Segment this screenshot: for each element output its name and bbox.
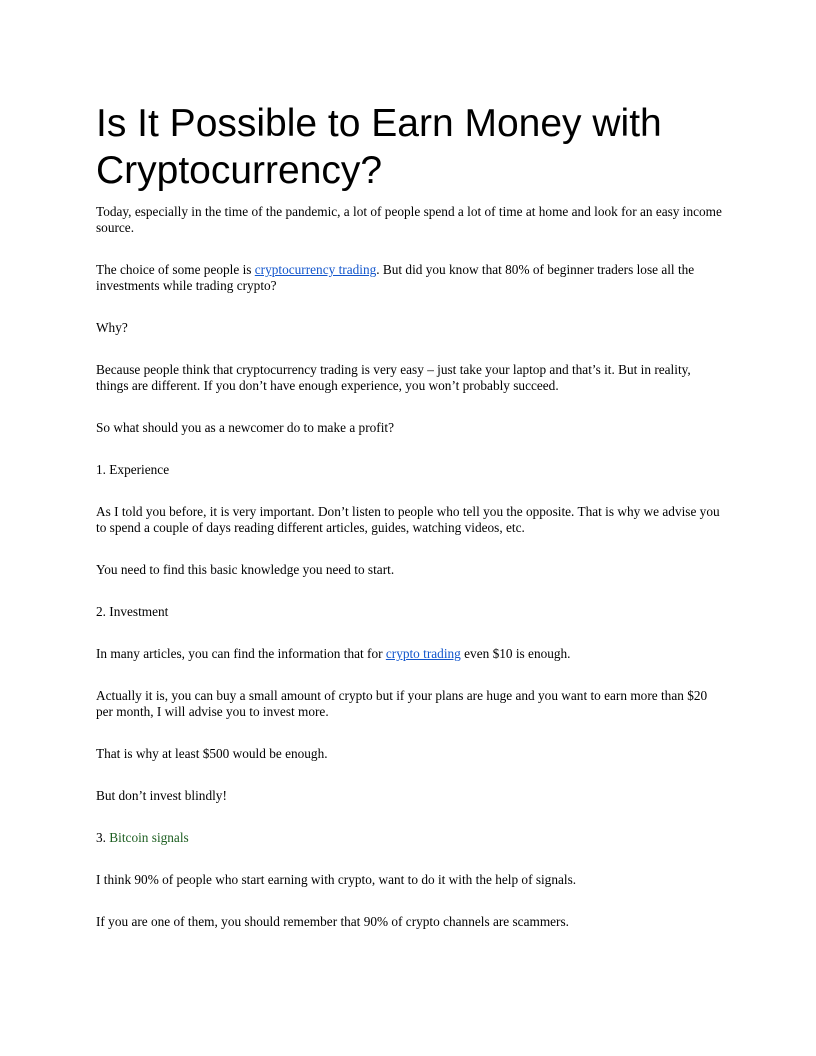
heading-bitcoin-signals-text: Bitcoin signals <box>109 830 189 845</box>
heading-investment: 2. Investment <box>96 604 169 619</box>
paragraph-signals: I think 90% of people who start earning with crypto, want to do it with the help of signals. <box>96 872 577 887</box>
cryptocurrency-trading-link[interactable]: cryptocurrency trading <box>254 262 377 277</box>
paragraph-intro: Today, especially in the time of the pandemic, a lot of people spend a lot of time at home and look for an easy income source. <box>96 204 722 235</box>
paragraph-articles <box>96 646 726 662</box>
paragraph-500: That is why at least $500 would be enough. <box>96 746 328 761</box>
crypto-trading-link[interactable]: crypto trading <box>385 646 461 661</box>
paragraph-actually: Actually it is, you can buy a small amount of crypto but if your plans are huge and you want to earn more than $20 per month, I will advise you to invest more. <box>96 688 708 719</box>
heading-bitcoin-signals <box>96 830 726 846</box>
paragraph-scammers: If you are one of them, you should remember that 90% of crypto channels are scammers. <box>96 914 569 929</box>
document-body <box>96 100 726 930</box>
paragraph-why: Why? <box>96 320 128 335</box>
paragraph-choice-text-before: The choice of some people is <box>96 262 255 277</box>
paragraph-articles-text-before: In many articles, you can find the information that for <box>96 646 386 661</box>
paragraph-blindly: But don’t invest blindly! <box>96 788 227 803</box>
paragraph-basic-knowledge: You need to find this basic knowledge you need to start. <box>96 562 395 577</box>
paragraph-experience: As I told you before, it is very important. Don’t listen to people who tell you the opposite. That is why we advise you to spend a couple of days reading different articles, guides, watching videos, etc. <box>96 504 720 535</box>
paragraph-articles-text-after: even $10 is enough. <box>460 646 571 661</box>
paragraph-choice <box>96 262 726 294</box>
heading-bitcoin-signals-number: 3. <box>96 830 110 845</box>
heading-experience: 1. Experience <box>96 462 170 477</box>
paragraph-because: Because people think that cryptocurrency trading is very easy – just take your laptop and that’s it. But in reality, things are different. If you don’t have enough experience, you won’t probably succeed. <box>96 362 691 393</box>
paragraph-newcomer: So what should you as a newcomer do to make a profit? <box>96 420 394 435</box>
page-title: Is It Possible to Earn Money with Cryptocurrency? <box>96 102 662 192</box>
paragraph-choice-text-after: . But did you know that 80% of beginner traders lose all the investments while trading crypto? <box>96 262 695 293</box>
